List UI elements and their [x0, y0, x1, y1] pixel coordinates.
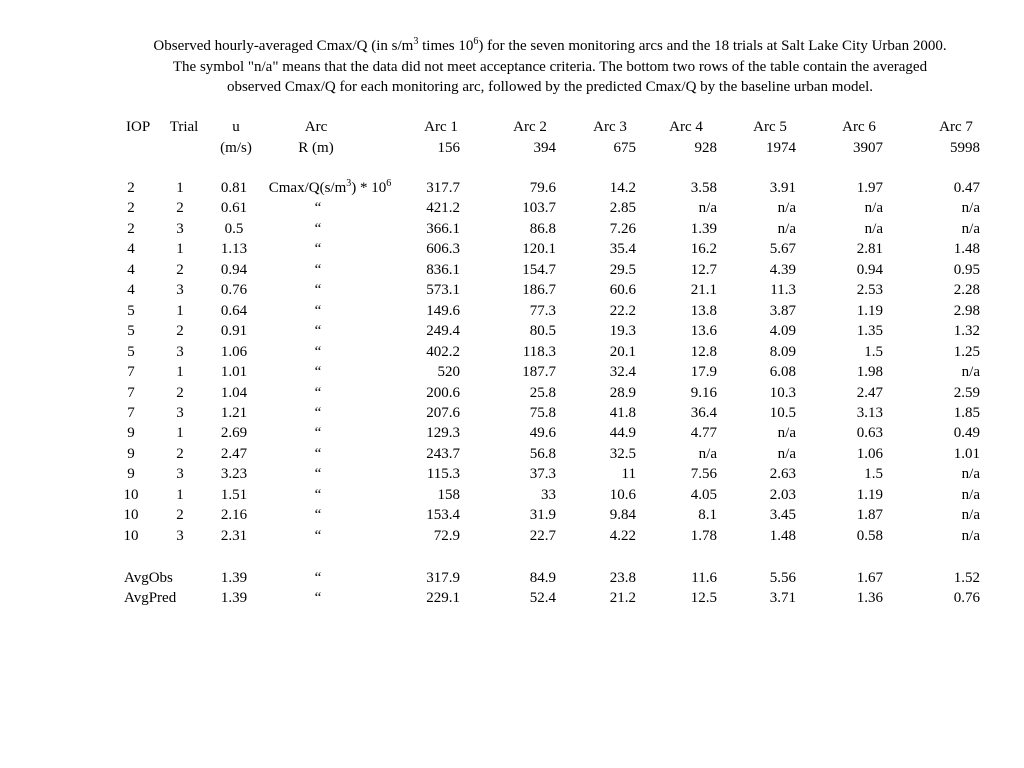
value-cell: 75.8 [529, 404, 556, 421]
value-cell: 1.52 [953, 570, 980, 586]
ditto-mark: “ [314, 343, 322, 360]
value-cell: 0.58 [856, 527, 883, 544]
iop-cell: 5 [127, 302, 135, 319]
value-cell: 3.87 [769, 302, 796, 319]
value-cell: 20.1 [609, 343, 636, 360]
value-cell: n/a [698, 200, 717, 217]
iop-cell: 10 [123, 527, 139, 544]
trial-cell: 2 [176, 323, 184, 340]
value-cell: 77.3 [529, 302, 556, 319]
value-cell: 21.2 [609, 590, 636, 607]
trial-cell: 2 [176, 507, 184, 524]
iop-cell: 2 [127, 220, 135, 237]
value-cell: 1.67 [856, 570, 883, 586]
value-cell: 7.26 [609, 220, 636, 237]
header-cell: Arc 1 [424, 119, 458, 135]
trial-cell: 3 [176, 527, 184, 544]
trial-cell: 2 [176, 261, 184, 278]
iop-cell: 2 [127, 200, 135, 217]
value-cell: 1.97 [856, 180, 883, 196]
value-cell: 2.98 [953, 302, 980, 319]
trial-cell: 1 [176, 302, 184, 319]
header-cell: Arc 5 [753, 119, 787, 135]
value-cell: 1.78 [690, 527, 717, 544]
value-cell: n/a [961, 486, 980, 503]
value-cell: 41.8 [609, 404, 636, 421]
value-cell: 3.45 [769, 507, 796, 524]
ditto-mark: “ [314, 570, 322, 586]
iop-cell: 7 [127, 364, 135, 381]
value-cell: 23.8 [609, 570, 636, 586]
header-cell: Arc [304, 119, 328, 135]
value-cell: 13.8 [690, 302, 717, 319]
value-cell: 9.16 [690, 384, 717, 401]
value-cell: 207.6 [426, 404, 460, 421]
header-cell: R (m) [298, 140, 334, 156]
value-cell: 4.05 [690, 486, 717, 503]
value-cell: 1.39 [690, 220, 717, 237]
iop-cell: 4 [127, 261, 135, 278]
value-cell: 402.2 [426, 343, 460, 360]
trial-cell: 3 [176, 466, 184, 483]
value-cell: n/a [777, 220, 796, 237]
iop-cell: 5 [127, 343, 135, 360]
value-cell: 11 [621, 466, 636, 483]
ditto-mark: “ [314, 486, 322, 503]
trial-cell: 2 [176, 445, 184, 462]
header-cell: Arc 4 [669, 119, 703, 135]
header-cell: Trial [169, 119, 199, 135]
trial-cell: 2 [176, 200, 184, 217]
trial-cell: 1 [176, 486, 184, 503]
iop-cell: 7 [127, 384, 135, 401]
value-cell: 1.85 [953, 404, 980, 421]
wind-speed-cell: 0.64 [220, 302, 248, 319]
wind-speed-cell: 1.51 [220, 486, 248, 503]
value-cell: 3.91 [769, 180, 796, 196]
iop-cell: 9 [127, 466, 135, 483]
value-cell: 33 [541, 486, 556, 503]
value-cell: 12.8 [690, 343, 717, 360]
value-cell: 103.7 [522, 200, 556, 217]
value-cell: 129.3 [426, 425, 460, 442]
value-cell: 6.08 [769, 364, 796, 381]
ditto-mark: “ [314, 261, 322, 278]
value-cell: 10.6 [609, 486, 636, 503]
value-cell: 1.98 [856, 364, 883, 381]
value-cell: n/a [961, 220, 980, 237]
ditto-mark: “ [314, 507, 322, 524]
value-cell: 56.8 [529, 445, 556, 462]
ditto-mark: “ [314, 590, 322, 607]
iop-cell: 9 [127, 425, 135, 442]
header-cell: 3907 [853, 140, 883, 156]
value-cell: n/a [961, 507, 980, 524]
value-cell: n/a [961, 364, 980, 381]
wind-speed-cell: 1.04 [220, 384, 248, 401]
trial-cell: 1 [176, 241, 184, 258]
iop-cell: 5 [127, 323, 135, 340]
value-cell: 25.8 [529, 384, 556, 401]
value-cell: n/a [864, 200, 883, 217]
value-cell: 10.5 [769, 404, 796, 421]
trial-cell: 3 [176, 282, 184, 299]
value-cell: n/a [961, 200, 980, 217]
value-cell: 21.1 [690, 282, 717, 299]
wind-speed-cell: 2.16 [220, 507, 248, 524]
value-cell: 1.19 [856, 302, 883, 319]
ditto-mark: “ [314, 220, 322, 237]
value-cell: 606.3 [426, 241, 460, 258]
value-cell: 149.6 [426, 302, 460, 319]
wind-speed-cell: 0.61 [220, 200, 248, 217]
value-cell: 31.9 [529, 507, 556, 524]
iop-cell: 4 [127, 282, 135, 299]
value-cell: 0.47 [953, 180, 980, 196]
value-cell: 22.7 [529, 527, 556, 544]
value-cell: 12.5 [690, 590, 717, 607]
value-cell: 8.09 [769, 343, 796, 360]
header-cell: IOP [126, 119, 151, 135]
value-cell: 120.1 [522, 241, 556, 258]
summary-label: AvgObs [124, 570, 173, 586]
value-cell: 2.63 [769, 466, 796, 483]
value-cell: 186.7 [522, 282, 556, 299]
header-cell: Arc 6 [842, 119, 876, 135]
value-cell: 243.7 [426, 445, 460, 462]
value-cell: 187.7 [522, 364, 556, 381]
value-cell: 0.63 [856, 425, 883, 442]
wind-speed-cell: 1.01 [220, 364, 248, 381]
value-cell: 836.1 [426, 261, 460, 278]
ditto-mark: “ [314, 364, 322, 381]
value-cell: n/a [961, 466, 980, 483]
header-cell: Arc 2 [513, 119, 547, 135]
value-cell: 1.48 [769, 527, 796, 544]
header-cell: Arc 3 [593, 119, 627, 135]
value-cell: 153.4 [426, 507, 460, 524]
header-cell: Arc 7 [939, 119, 973, 135]
wind-speed-cell: 2.31 [220, 527, 248, 544]
iop-cell: 10 [123, 486, 139, 503]
value-cell: 29.5 [609, 261, 636, 278]
value-cell: 9.84 [609, 507, 636, 524]
value-cell: 44.9 [609, 425, 636, 442]
header-cell: 928 [694, 140, 717, 156]
value-cell: 520 [437, 364, 460, 381]
value-cell: 4.77 [690, 425, 717, 442]
header-cell: 394 [533, 140, 556, 156]
ditto-mark: “ [314, 425, 322, 442]
value-cell: 4.09 [769, 323, 796, 340]
value-cell: 2.03 [769, 486, 796, 503]
value-cell: 17.9 [690, 364, 717, 381]
trial-cell: 1 [176, 425, 184, 442]
iop-cell: 7 [127, 404, 135, 421]
value-cell: 79.6 [529, 180, 556, 196]
value-cell: 32.4 [609, 364, 636, 381]
value-cell: 1.19 [856, 486, 883, 503]
value-cell: 118.3 [522, 343, 556, 360]
value-cell: 86.8 [529, 220, 556, 237]
ditto-mark: “ [314, 241, 322, 258]
value-cell: 1.35 [856, 323, 883, 340]
value-cell: 14.2 [609, 180, 636, 196]
value-cell: n/a [777, 425, 796, 442]
value-cell: 1.87 [856, 507, 883, 524]
header-cell: 5998 [950, 140, 980, 156]
ditto-mark: “ [314, 527, 322, 544]
ditto-mark: “ [314, 323, 322, 340]
value-cell: 0.76 [953, 590, 980, 607]
value-cell: 2.47 [856, 384, 883, 401]
value-cell: 1.36 [856, 590, 883, 607]
value-cell: 49.6 [529, 425, 556, 442]
value-cell: 2.28 [953, 282, 980, 299]
trial-cell: 3 [176, 404, 184, 421]
trial-cell: 1 [176, 364, 184, 381]
value-cell: 19.3 [609, 323, 636, 340]
value-cell: 5.56 [769, 570, 796, 586]
value-cell: 16.2 [690, 241, 717, 258]
value-cell: 5.67 [769, 241, 796, 258]
ditto-mark: “ [314, 404, 322, 421]
value-cell: n/a [864, 220, 883, 237]
caption-line-2: The symbol "n/a" means that the data did not meet acceptance criteria. The bottom two rows of the table contain the averaged [172, 58, 928, 75]
trial-cell: 3 [176, 220, 184, 237]
value-cell: 154.7 [522, 261, 556, 278]
value-cell: 22.2 [609, 302, 636, 319]
value-cell: 317.9 [426, 570, 460, 586]
header-cell: 156 [437, 140, 460, 156]
value-cell: 421.2 [426, 200, 460, 217]
value-cell: 366.1 [426, 220, 460, 237]
ditto-mark: “ [314, 445, 322, 462]
value-cell: 52.4 [529, 590, 556, 607]
trial-cell: 3 [176, 343, 184, 360]
value-cell: 317.7 [426, 180, 460, 196]
value-cell: 249.4 [426, 323, 460, 340]
value-cell: 32.5 [609, 445, 636, 462]
value-cell: 1.32 [953, 323, 980, 340]
trial-cell: 1 [176, 180, 184, 196]
iop-cell: 2 [127, 180, 135, 196]
wind-speed-cell: 0.5 [224, 220, 244, 237]
value-cell: 13.6 [690, 323, 717, 340]
value-cell: 573.1 [426, 282, 460, 299]
wind-speed-cell: 1.39 [220, 570, 248, 586]
value-cell: 8.1 [698, 507, 717, 524]
value-cell: 200.6 [426, 384, 460, 401]
value-cell: 0.94 [856, 261, 883, 278]
value-cell: n/a [961, 527, 980, 544]
value-cell: 80.5 [529, 323, 556, 340]
wind-speed-cell: 2.47 [220, 445, 248, 462]
header-cell: 675 [613, 140, 636, 156]
value-cell: 11.3 [770, 282, 796, 299]
value-cell: 60.6 [609, 282, 636, 299]
value-cell: 2.81 [856, 241, 883, 258]
value-cell: 115.3 [426, 466, 460, 483]
value-cell: 11.6 [691, 570, 717, 586]
value-cell: 1.06 [856, 445, 883, 462]
summary-label: AvgPred [124, 590, 177, 607]
value-cell: n/a [777, 445, 796, 462]
value-cell: 72.9 [433, 527, 460, 544]
wind-speed-cell: 1.39 [220, 590, 248, 607]
value-cell: 37.3 [529, 466, 556, 483]
wind-speed-cell: 3.23 [220, 466, 248, 483]
wind-speed-cell: 0.94 [220, 261, 248, 278]
value-cell: 10.3 [769, 384, 796, 401]
wind-speed-cell: 1.13 [220, 241, 248, 258]
caption-line-3: observed Cmax/Q for each monitoring arc, followed by the predicted Cmax/Q by the baseline urban model. [226, 79, 874, 95]
value-cell: n/a [698, 445, 717, 462]
wind-speed-cell: 0.76 [220, 282, 248, 299]
value-cell: 7.56 [690, 466, 717, 483]
value-cell: 3.13 [856, 404, 883, 421]
wind-speed-cell: 0.91 [220, 323, 248, 340]
header-cell: (m/s) [220, 140, 252, 156]
value-cell: 2.85 [609, 200, 636, 217]
ditto-mark: “ [314, 384, 322, 401]
value-cell: 158 [437, 486, 460, 503]
value-cell: 35.4 [609, 241, 636, 258]
value-cell: 1.01 [953, 445, 980, 462]
value-cell: 0.49 [953, 425, 980, 442]
value-cell: 4.22 [609, 527, 636, 544]
ditto-mark: “ [314, 302, 322, 319]
value-cell: 12.7 [690, 261, 717, 278]
trial-cell: 2 [176, 384, 184, 401]
value-cell: 3.71 [769, 590, 796, 607]
ditto-mark: “ [314, 200, 322, 217]
value-cell: 2.53 [856, 282, 883, 299]
wind-speed-cell: 2.69 [220, 425, 248, 442]
caption-line-1: Observed hourly-averaged Cmax/Q (in $s/m^3$ times $10^6$) for the seven monitoring arcs and the 18 trials at Salt Lake City Urban 2000. [153, 36, 947, 54]
unit-label: Cmax/$Q(s/m^3) * 10^6$ [268, 178, 392, 196]
value-cell: n/a [777, 200, 796, 217]
value-cell: 1.48 [953, 241, 980, 258]
iop-cell: 4 [127, 241, 135, 258]
value-cell: 0.95 [953, 261, 980, 278]
ditto-mark: “ [314, 466, 322, 483]
iop-cell: 9 [127, 445, 135, 462]
value-cell: 229.1 [426, 590, 460, 607]
value-cell: 1.5 [864, 343, 883, 360]
value-cell: 84.9 [529, 570, 556, 586]
header-cell: 1974 [766, 140, 796, 156]
header-cell: u [232, 119, 240, 135]
value-cell: 28.9 [609, 384, 636, 401]
value-cell: 4.39 [769, 261, 796, 278]
value-cell: 1.5 [864, 466, 883, 483]
value-cell: 1.25 [953, 343, 980, 360]
wind-speed-cell: 1.21 [220, 404, 248, 421]
wind-speed-cell: 0.81 [220, 180, 248, 196]
value-cell: 2.59 [953, 384, 980, 401]
value-cell: 3.58 [690, 180, 717, 196]
wind-speed-cell: 1.06 [220, 343, 248, 360]
ditto-mark: “ [314, 282, 322, 299]
iop-cell: 10 [123, 507, 139, 524]
value-cell: 36.4 [690, 404, 717, 421]
